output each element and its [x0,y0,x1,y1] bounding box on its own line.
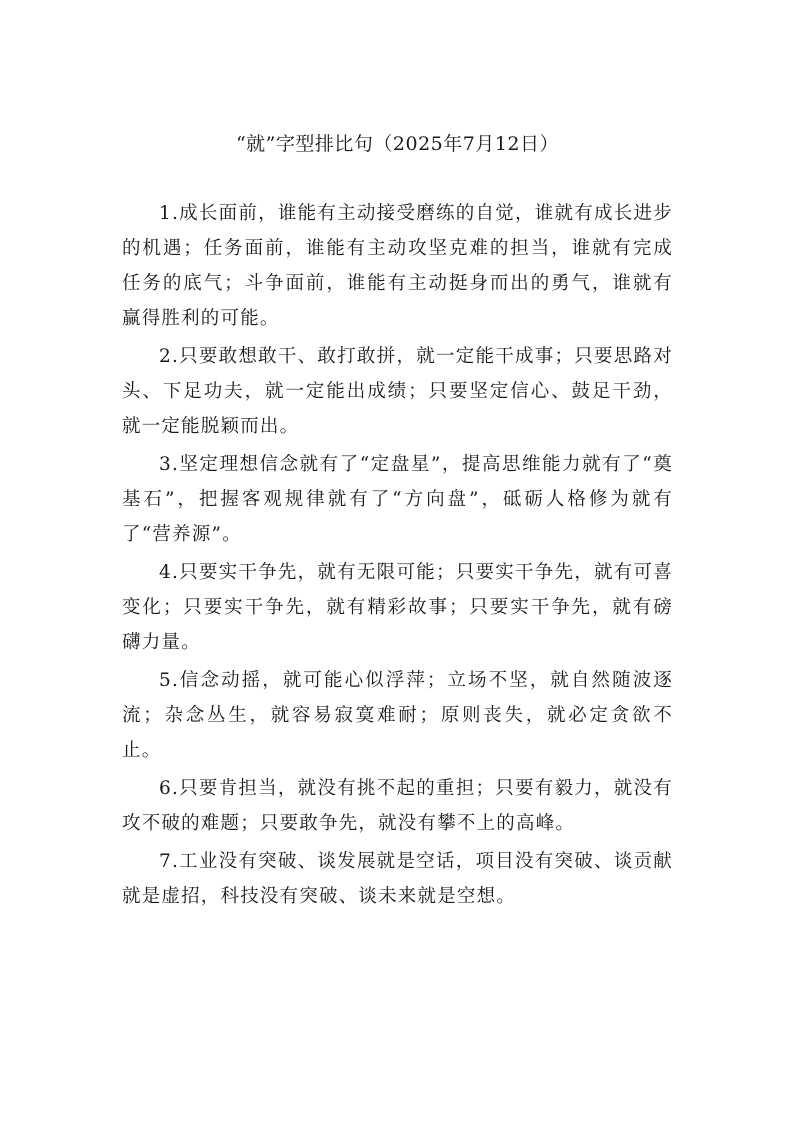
list-item-6: 6.只要肯担当，就没有挑不起的重担；只要有毅力，就没有攻不破的难题；只要敢争先，就没有攀不上的高峰。 [122,778,673,834]
list-item-1: 1.成长面前，谁能有主动接受磨练的自觉，谁就有成长进步的机遇；任务面前，谁能有主动攻坚克难的担当，谁就有完成任务的底气；斗争面前，谁能有主动挺身而出的勇气，谁就有赢得胜利的可能。 [122,203,673,329]
list-item-7: 7.工业没有突破、谈发展就是空话，项目没有突破、谈贡献就是虚招，科技没有突破、谈未来就是空想。 [122,851,673,907]
list-item-5: 5.信念动摇，就可能心似浮萍；立场不坚，就自然随波逐流；杂念丛生，就容易寂寞难耐；原则丧失，就必定贪欲不止。 [122,670,673,761]
list-item-2: 2.只要敢想敢干、敢打敢拼，就一定能干成事；只要思路对头、下足功夫，就一定能出成绩；只要坚定信心、鼓足干劲，就一定能脱颖而出。 [122,346,673,437]
item-list [122,196,673,914]
document-title: “就”字型排比句（2025年7月12日） [235,133,560,155]
list-item-3: 3.坚定理想信念就有了“定盘星”，提高思维能力就有了“奠基石”，把握客观规律就有了“方向盘”，砥砺人格修为就有了“营养源”。 [122,454,673,545]
list-item-4: 4.只要实干争先，就有无限可能；只要实干争先，就有可喜变化；只要实干争先，就有精彩故事；只要实干争先，就有磅礴力量。 [122,562,673,653]
